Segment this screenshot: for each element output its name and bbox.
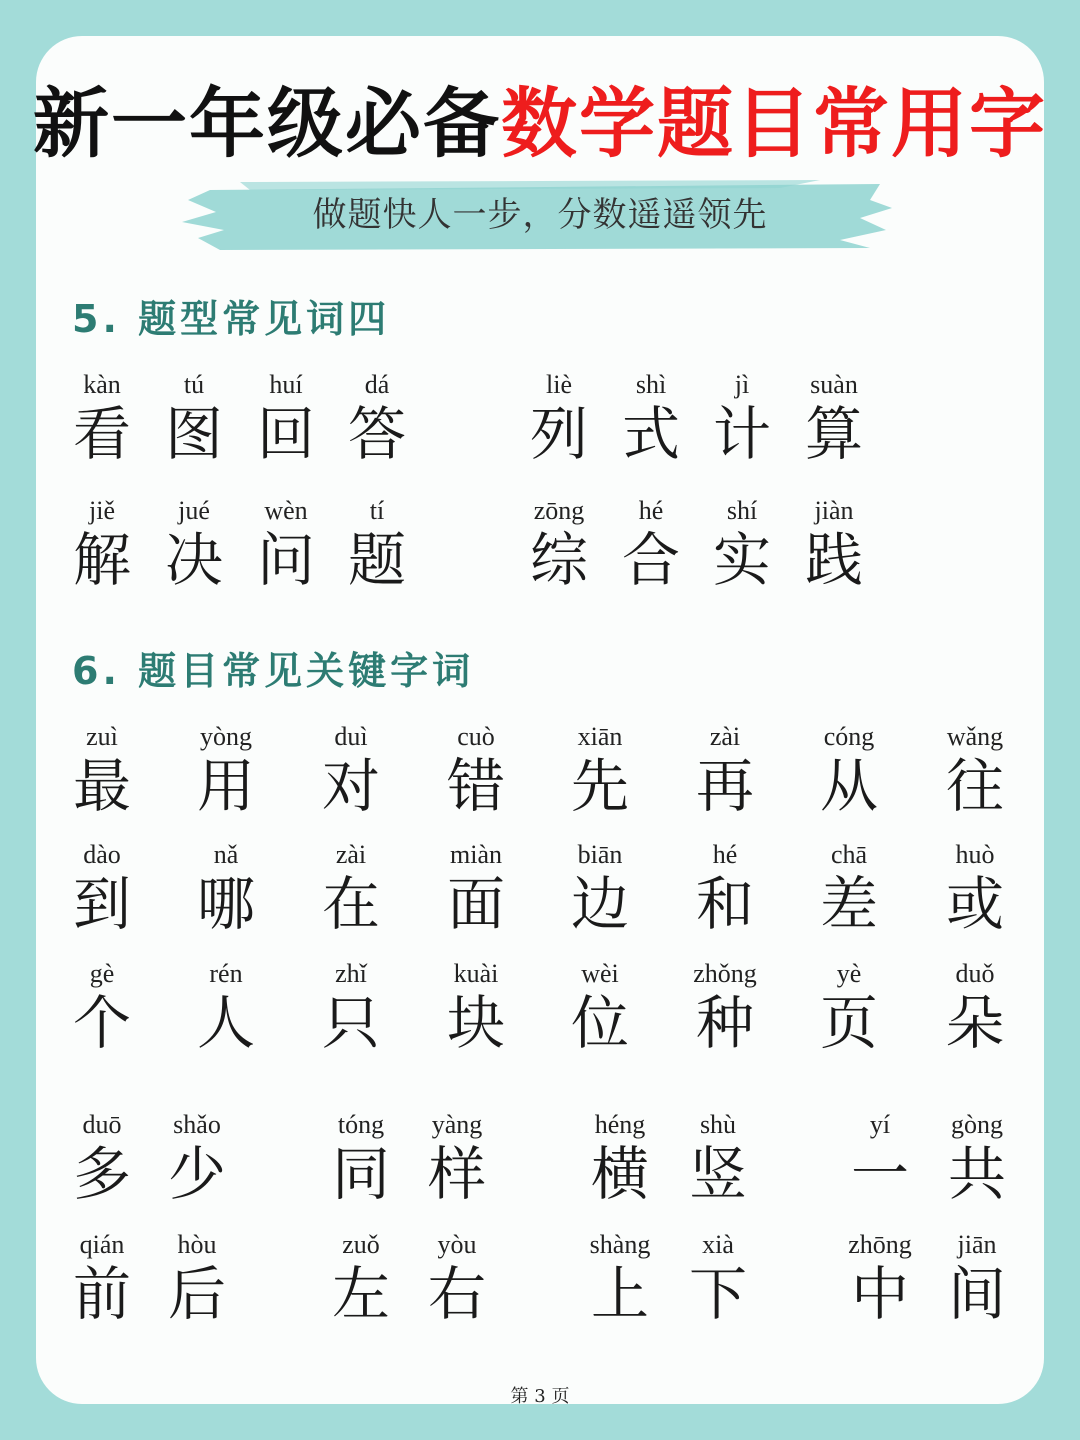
page-title (0, 76, 1080, 172)
pinyin: dào (83, 840, 121, 869)
hanzi-character: 最 (72, 752, 131, 820)
pinyin: xià (702, 1230, 734, 1259)
word-item (922, 1230, 1032, 1328)
hanzi-character: 式 (621, 400, 680, 468)
word-item (421, 722, 531, 820)
pinyin: nǎ (213, 840, 239, 869)
page-number: 第 3 页 (510, 1386, 570, 1407)
pinyin: wèi (581, 959, 619, 988)
pinyin: héng (594, 1110, 646, 1139)
hanzi-character: 共 (947, 1140, 1006, 1208)
hanzi-character: 回 (256, 400, 315, 468)
word-item (47, 840, 157, 938)
hanzi-character: 位 (570, 989, 629, 1057)
hanzi-character: 横 (590, 1140, 649, 1208)
hanzi-character: 一 (850, 1140, 909, 1208)
hanzi-character: 种 (695, 989, 754, 1057)
hanzi-character: 中 (850, 1260, 909, 1328)
hanzi-character: 实 (712, 526, 771, 594)
pinyin: zài (709, 722, 741, 751)
hanzi-character: 践 (804, 526, 863, 594)
pinyin: gè (89, 959, 115, 988)
word-item (670, 840, 780, 938)
hanzi-character: 错 (446, 752, 505, 820)
pinyin: jiān (957, 1230, 997, 1259)
word-item (545, 722, 655, 820)
hanzi-character: 图 (164, 400, 223, 468)
pinyin: jiàn (814, 496, 854, 525)
word-item (670, 959, 780, 1057)
pinyin: yè (836, 959, 862, 988)
word-item (794, 840, 904, 938)
pinyin: jué (178, 496, 210, 525)
hanzi-character: 或 (945, 870, 1004, 938)
pinyin: huí (269, 370, 303, 399)
hanzi-character: 往 (945, 752, 1004, 820)
hanzi-character: 再 (695, 752, 754, 820)
pinyin: yí (869, 1110, 891, 1139)
word-item (322, 370, 432, 468)
pinyin: zuǒ (342, 1230, 380, 1259)
pinyin: yòu (437, 1230, 477, 1259)
pinyin: rén (209, 959, 243, 988)
word-item (47, 1110, 157, 1208)
pinyin: shǎo (173, 1110, 221, 1139)
hanzi-character: 人 (196, 989, 255, 1057)
pinyin: dá (364, 370, 390, 399)
word-item (47, 959, 157, 1057)
pinyin: miàn (450, 840, 502, 869)
pinyin: tú (183, 370, 205, 399)
hanzi-character: 综 (529, 526, 588, 594)
pinyin: yàng (431, 1110, 483, 1139)
hanzi-character: 同 (331, 1140, 390, 1208)
pinyin: biān (577, 840, 623, 869)
pinyin: cóng (823, 722, 875, 751)
word-item (142, 1110, 252, 1208)
hanzi-character: 前 (72, 1260, 131, 1328)
hanzi-character: 哪 (196, 870, 255, 938)
pinyin: tí (369, 496, 385, 525)
pinyin: duō (82, 1110, 122, 1139)
hanzi-character: 右 (427, 1260, 486, 1328)
pinyin: kàn (83, 370, 121, 399)
word-item (142, 1230, 252, 1328)
hanzi-character: 先 (570, 752, 629, 820)
word-item (794, 959, 904, 1057)
word-item (47, 1230, 157, 1328)
hanzi-character: 计 (712, 400, 771, 468)
word-item (171, 840, 281, 938)
hanzi-character: 样 (427, 1140, 486, 1208)
word-item (171, 722, 281, 820)
word-item (296, 722, 406, 820)
pinyin: jì (734, 370, 750, 399)
hanzi-character: 个 (72, 989, 131, 1057)
word-item (306, 1110, 416, 1208)
pinyin: kuài (453, 959, 499, 988)
pinyin: wèn (264, 496, 308, 525)
hanzi-character: 决 (164, 526, 223, 594)
word-item (47, 722, 157, 820)
hanzi-character: 用 (196, 752, 255, 820)
hanzi-character: 朵 (945, 989, 1004, 1057)
hanzi-character: 下 (688, 1260, 747, 1328)
pinyin: chā (830, 840, 868, 869)
word-item (402, 1110, 512, 1208)
word-item (565, 1110, 675, 1208)
word-item (296, 959, 406, 1057)
pinyin: duì (334, 722, 368, 751)
pinyin: cuò (457, 722, 495, 751)
word-item (545, 959, 655, 1057)
word-item (663, 1110, 773, 1208)
word-item (779, 496, 889, 594)
pinyin: zōng (533, 496, 585, 525)
hanzi-character: 多 (72, 1140, 131, 1208)
hanzi-character: 到 (72, 870, 131, 938)
hanzi-character: 在 (321, 870, 380, 938)
hanzi-character: 竖 (688, 1140, 747, 1208)
subtitle: 做题快人一步，分数遥遥领先 (312, 195, 768, 235)
hanzi-character: 少 (167, 1140, 226, 1208)
pinyin: zhǒng (693, 959, 757, 988)
hanzi-character: 看 (72, 400, 131, 468)
hanzi-character: 从 (819, 752, 878, 820)
pinyin: qián (79, 1230, 125, 1259)
word-item (296, 840, 406, 938)
section-6-title: 6. 题目常见关键字词 (72, 649, 475, 693)
pinyin: shí (726, 496, 758, 525)
hanzi-character: 边 (570, 870, 629, 938)
section-5-title: 5. 题型常见词四 (72, 297, 391, 341)
word-item (322, 496, 432, 594)
word-item (670, 722, 780, 820)
pinyin: duǒ (955, 959, 995, 988)
hanzi-character: 算 (804, 400, 863, 468)
pinyin: zuì (86, 722, 118, 751)
pinyin: suàn (810, 370, 858, 399)
pinyin: gòng (951, 1110, 1003, 1139)
pinyin: zhǐ (335, 959, 367, 988)
hanzi-character: 间 (947, 1260, 1006, 1328)
word-item (402, 1230, 512, 1328)
word-item (922, 1110, 1032, 1208)
pinyin: zhōng (848, 1230, 912, 1259)
pinyin: hé (712, 840, 738, 869)
pinyin: xiān (577, 722, 623, 751)
hanzi-character: 差 (819, 870, 878, 938)
hanzi-character: 答 (347, 400, 406, 468)
pinyin: wǎng (946, 722, 1004, 751)
word-item (421, 840, 531, 938)
hanzi-character: 解 (72, 526, 131, 594)
word-item (663, 1230, 773, 1328)
hanzi-character: 块 (446, 989, 505, 1057)
hanzi-character: 面 (446, 870, 505, 938)
pinyin: yòng (200, 722, 252, 751)
word-item (565, 1230, 675, 1328)
pinyin: jiě (89, 496, 115, 525)
pinyin: shàng (589, 1230, 651, 1259)
word-item (794, 722, 904, 820)
hanzi-character: 对 (321, 752, 380, 820)
hanzi-character: 左 (331, 1260, 390, 1328)
word-item (171, 959, 281, 1057)
hanzi-character: 列 (529, 400, 588, 468)
pinyin: shì (635, 370, 667, 399)
word-item (825, 1110, 935, 1208)
pinyin: shù (699, 1110, 737, 1139)
hanzi-character: 后 (167, 1260, 226, 1328)
hanzi-character: 只 (321, 989, 380, 1057)
hanzi-character: 合 (621, 526, 680, 594)
hanzi-character: 问 (256, 526, 315, 594)
hanzi-character: 和 (695, 870, 754, 938)
title-black-part: 新一年级必备 (33, 79, 501, 168)
hanzi-character: 题 (347, 526, 406, 594)
hanzi-character: 上 (590, 1260, 649, 1328)
word-item (920, 840, 1030, 938)
word-item (421, 959, 531, 1057)
pinyin: liè (546, 370, 572, 399)
word-item (779, 370, 889, 468)
pinyin: hé (638, 496, 664, 525)
title-red-part: 数学题目常用字 (501, 79, 1047, 168)
word-item (306, 1230, 416, 1328)
pinyin: huò (955, 840, 995, 869)
word-item (545, 840, 655, 938)
hanzi-character: 页 (819, 989, 878, 1057)
word-item (825, 1230, 935, 1328)
word-item (920, 959, 1030, 1057)
word-item (920, 722, 1030, 820)
pinyin: hòu (177, 1230, 217, 1259)
pinyin: tóng (337, 1110, 385, 1139)
pinyin: zài (335, 840, 367, 869)
